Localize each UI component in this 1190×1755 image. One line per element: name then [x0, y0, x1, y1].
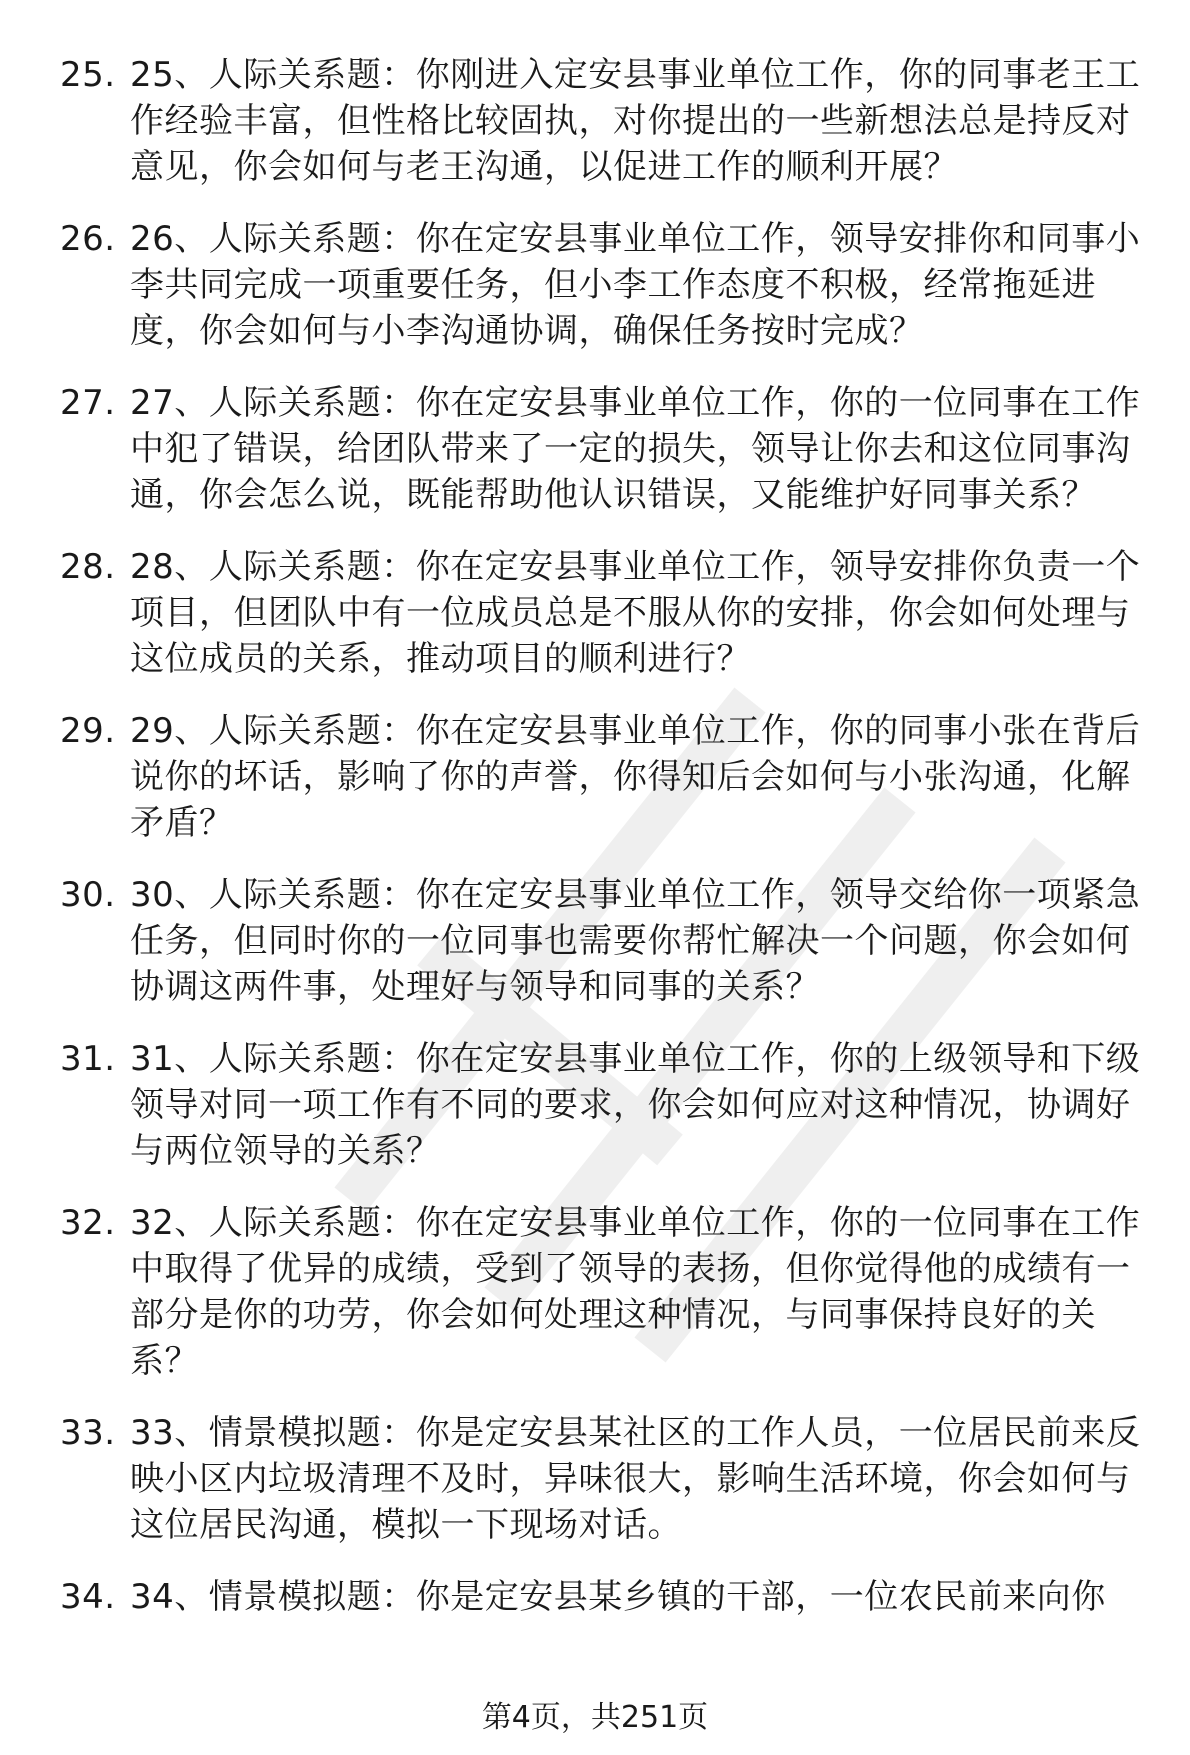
question-item [60, 708, 1150, 846]
question-text: 25、人际关系题：你刚进入定安县事业单位工作，你的同事老王工作经验丰富，但性格比较固执，对你提出的一些新想法总是持反对意见，你会如何与老王沟通，以促进工作的顺利开展？ [130, 55, 1141, 187]
question-list [60, 52, 1150, 1646]
question-item [60, 1036, 1150, 1174]
page-footer: 第4页，共251页 [481, 1700, 709, 1735]
question-text: 34、情景模拟题：你是定安县某乡镇的干部，一位农民前来向你 [130, 1577, 1106, 1617]
question-item [60, 544, 1150, 682]
question-item [60, 52, 1150, 190]
question-item [60, 216, 1150, 354]
question-text: 33、情景模拟题：你是定安县某社区的工作人员，一位居民前来反映小区内垃圾清理不及时，异味很大，影响生活环境，你会如何与这位居民沟通，模拟一下现场对话。 [130, 1413, 1141, 1545]
question-item [60, 380, 1150, 518]
question-number: 26. [60, 219, 116, 259]
question-number: 27. [60, 383, 116, 423]
question-number: 29. [60, 711, 116, 751]
question-item [60, 1574, 1150, 1620]
question-number: 33. [60, 1413, 116, 1453]
question-item [60, 872, 1150, 1010]
question-text: 29、人际关系题：你在定安县事业单位工作，你的同事小张在背后说你的坏话，影响了你的声誉，你得知后会如何与小张沟通，化解矛盾？ [130, 711, 1141, 843]
question-number: 30. [60, 875, 116, 915]
question-text: 27、人际关系题：你在定安县事业单位工作，你的一位同事在工作中犯了错误，给团队带来了一定的损失，领导让你去和这位同事沟通，你会怎么说，既能帮助他认识错误，又能维护好同事关系？ [130, 383, 1141, 515]
question-number: 28. [60, 547, 116, 587]
question-number: 34. [60, 1577, 116, 1617]
question-number: 25. [60, 55, 116, 95]
question-item [60, 1200, 1150, 1384]
question-text: 30、人际关系题：你在定安县事业单位工作，领导交给你一项紧急任务，但同时你的一位同事也需要你帮忙解决一个问题，你会如何协调这两件事，处理好与领导和同事的关系？ [130, 875, 1141, 1007]
question-text: 26、人际关系题：你在定安县事业单位工作，领导安排你和同事小李共同完成一项重要任务，但小李工作态度不积极，经常拖延进度，你会如何与小李沟通协调，确保任务按时完成？ [130, 219, 1141, 351]
question-text: 28、人际关系题：你在定安县事业单位工作，领导安排你负责一个项目，但团队中有一位成员总是不服从你的安排，你会如何处理与这位成员的关系，推动项目的顺利进行？ [130, 547, 1141, 679]
question-item [60, 1410, 1150, 1548]
question-number: 32. [60, 1203, 116, 1243]
question-number: 31. [60, 1039, 116, 1079]
question-text: 32、人际关系题：你在定安县事业单位工作，你的一位同事在工作中取得了优异的成绩，受到了领导的表扬，但你觉得他的成绩有一部分是你的功劳，你会如何处理这种情况，与同事保持良好的关系？ [130, 1203, 1141, 1381]
question-text: 31、人际关系题：你在定安县事业单位工作，你的上级领导和下级领导对同一项工作有不同的要求，你会如何应对这种情况，协调好与两位领导的关系？ [130, 1039, 1141, 1171]
